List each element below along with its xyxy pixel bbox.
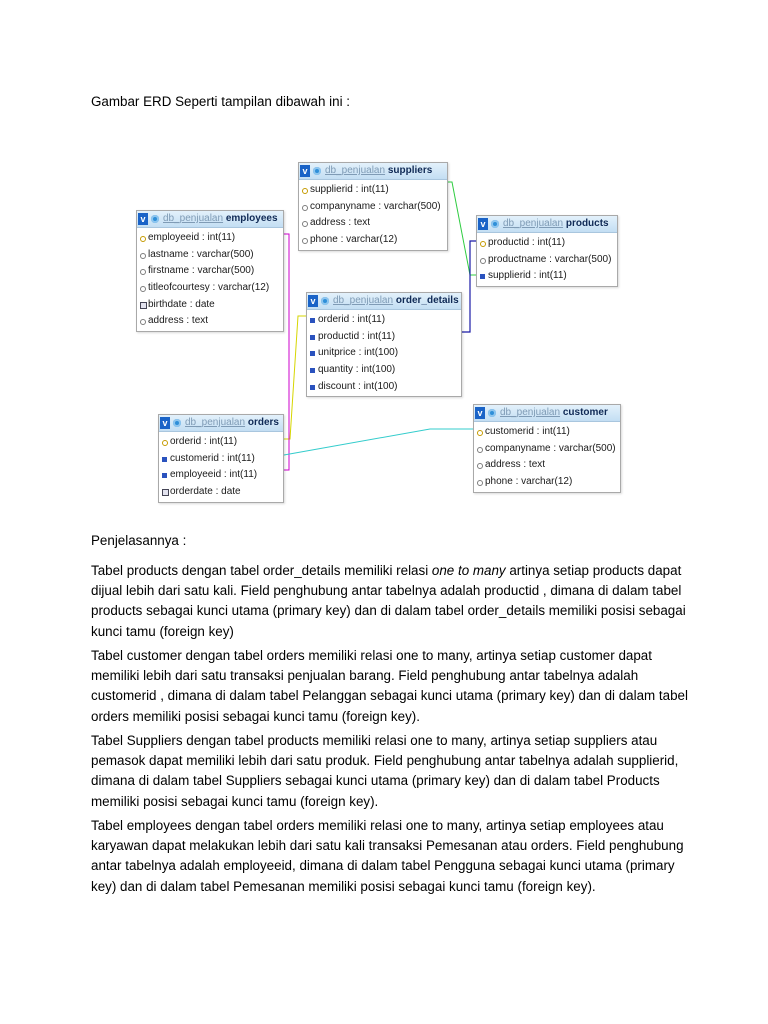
erd-diagram: [130, 155, 630, 505]
numeric-field-icon: [162, 457, 167, 462]
field-label: supplierid : int(11): [488, 270, 567, 282]
numeric-field-icon: [480, 274, 485, 279]
db-name-link[interactable]: db_penjualan: [500, 407, 561, 418]
field-row[interactable]: [159, 451, 283, 468]
gear-icon: [321, 297, 329, 305]
field-label: employeeid : int(11): [148, 232, 236, 243]
primary-key-icon: [302, 188, 308, 194]
chevron-down-icon[interactable]: v: [475, 407, 485, 419]
field-label: customerid : int(11): [170, 452, 255, 464]
paragraph-text: Tabel products dengan tabel order_details memiliki relasi: [91, 563, 432, 578]
table-order-details[interactable]: [306, 292, 462, 397]
table-name: suppliers: [387, 165, 433, 176]
field-label: productname : varchar(500): [488, 253, 612, 265]
table-orders-fields: [159, 432, 283, 502]
numeric-field-icon: [162, 473, 167, 478]
table-products-header[interactable]: [477, 216, 617, 233]
primary-key-icon: [477, 430, 483, 436]
paragraph-suppliers-products: [91, 731, 691, 812]
field-row[interactable]: [307, 362, 461, 379]
explanation-heading: Penjelasannya :: [91, 533, 187, 548]
paragraph-employees-orders: [91, 816, 691, 897]
table-products-fields: [477, 233, 617, 286]
db-name-link[interactable]: db_penjualan: [185, 417, 246, 428]
field-row[interactable]: [137, 247, 283, 264]
table-orders[interactable]: [158, 414, 284, 503]
primary-key-icon: [162, 440, 168, 446]
field-row[interactable]: [477, 235, 617, 252]
field-row[interactable]: [299, 199, 447, 216]
field-row[interactable]: [474, 424, 620, 441]
text-field-icon: [480, 258, 486, 264]
text-field-icon: [140, 286, 146, 292]
table-name: orders: [247, 417, 279, 428]
field-label: lastname : varchar(500): [148, 248, 254, 260]
field-label: quantity : int(100): [318, 364, 396, 376]
numeric-field-icon: [310, 385, 315, 390]
date-field-icon: [162, 489, 169, 496]
field-row[interactable]: [137, 230, 283, 247]
text-field-icon: [302, 205, 308, 211]
text-field-icon: [302, 238, 308, 244]
db-name-link[interactable]: db_penjualan: [325, 165, 386, 176]
chevron-down-icon[interactable]: v: [138, 213, 148, 225]
chevron-down-icon[interactable]: v: [160, 417, 170, 429]
table-customer-header[interactable]: [474, 405, 620, 422]
field-row[interactable]: [477, 268, 617, 285]
table-products[interactable]: [476, 215, 618, 287]
relation-suppliers-products: [444, 182, 478, 275]
field-row[interactable]: [299, 232, 447, 249]
chevron-down-icon[interactable]: v: [300, 165, 310, 177]
text-field-icon: [477, 447, 483, 453]
table-suppliers-fields: [299, 180, 447, 250]
table-order-details-fields: [307, 310, 461, 396]
table-name: products: [565, 218, 609, 229]
field-row[interactable]: [307, 312, 461, 329]
field-row[interactable]: [307, 329, 461, 346]
field-label: supplierid : int(11): [310, 184, 389, 195]
db-name-link[interactable]: db_penjualan: [163, 213, 224, 224]
relation-customer-orders: [284, 429, 474, 455]
primary-key-icon: [480, 241, 486, 247]
field-label: phone : varchar(12): [485, 476, 573, 488]
paragraph-text: Tabel customer dengan tabel orders memiliki relasi one to many, artinya setiap customer dapat memiliki lebih dari satu transaksi penjualan barang. Field penghubung antar tabelnya adalah customerid , dimana di dalam tabel Pelanggan sebagai kunci utama (primary key) dan di dalam tabel orders memiliki posisi sebagai kunci tamu (foreign key).: [91, 648, 688, 724]
paragraph-products-order-details: [91, 561, 691, 642]
paragraph-text: Tabel Suppliers dengan tabel products memiliki relasi one to many, artinya setiap suppliers atau pemasok dapat memiliki lebih dari satu produk. Field penghubung antar tabelnya adalah supplierid, dimana di dalam tabel Suppliers sebagai kunci utama (primary key) dan di dalam tabel Products memiliki posisi sebagai kunci tamu (foreign key).: [91, 733, 679, 809]
text-field-icon: [140, 319, 146, 325]
field-row[interactable]: [474, 474, 620, 491]
gear-icon: [313, 167, 321, 175]
paragraph-text: artinya setiap products dapat dijual lebih dari satu kali. Field penghubung antar tabelnya adalah productid , dimana di dalam tabel products sebagai kunci utama (primary key) dan di dalam tabel order_details memiliki posisi sebagai kunci tamu (foreign key): [91, 563, 686, 639]
gear-icon: [151, 215, 159, 223]
field-row[interactable]: [299, 215, 447, 232]
field-row[interactable]: [137, 313, 283, 330]
text-field-icon: [140, 253, 146, 259]
field-label: orderid : int(11): [318, 314, 386, 325]
field-label: address : text: [310, 217, 371, 229]
text-field-icon: [477, 480, 483, 486]
text-field-icon: [140, 269, 146, 275]
numeric-field-icon: [310, 368, 315, 373]
field-row[interactable]: [477, 252, 617, 269]
field-label: orderdate : date: [170, 486, 241, 498]
field-label: discount : int(100): [318, 380, 398, 392]
field-row[interactable]: [137, 280, 283, 297]
field-label: companyname : varchar(500): [485, 442, 616, 454]
field-label: phone : varchar(12): [310, 234, 398, 246]
table-name: customer: [562, 407, 608, 418]
numeric-field-icon: [310, 351, 315, 356]
text-field-icon: [302, 221, 308, 227]
chevron-down-icon[interactable]: v: [478, 218, 488, 230]
field-label: firstname : varchar(500): [148, 265, 255, 277]
table-employees[interactable]: [136, 210, 284, 332]
db-name-link[interactable]: db_penjualan: [503, 218, 564, 229]
paragraph-customer-orders: [91, 646, 691, 727]
field-label: address : text: [148, 315, 209, 327]
db-name-link[interactable]: db_penjualan: [333, 295, 394, 306]
table-employees-fields: [137, 228, 283, 331]
field-row[interactable]: [474, 457, 620, 474]
field-row[interactable]: [137, 263, 283, 280]
table-customer[interactable]: [473, 404, 621, 493]
paragraph-emphasis: one to many: [431, 563, 506, 578]
field-row[interactable]: [307, 345, 461, 362]
field-label: address : text: [485, 459, 546, 471]
field-row[interactable]: [474, 441, 620, 458]
field-row[interactable]: [159, 467, 283, 484]
table-name: order_details: [395, 295, 459, 306]
numeric-field-icon: [310, 318, 315, 323]
numeric-field-icon: [310, 335, 315, 340]
field-label: birthdate : date: [148, 298, 215, 310]
field-label: customerid : int(11): [485, 426, 570, 437]
field-label: productid : int(11): [488, 237, 566, 248]
gear-icon: [491, 220, 499, 228]
field-label: productid : int(11): [318, 330, 396, 342]
table-name: employees: [225, 213, 278, 224]
field-label: unitprice : int(100): [318, 347, 399, 359]
field-row[interactable]: [299, 182, 447, 199]
field-label: companyname : varchar(500): [310, 200, 441, 212]
table-orders-header[interactable]: [159, 415, 283, 432]
table-order-details-header[interactable]: [307, 293, 461, 310]
table-suppliers[interactable]: [298, 162, 448, 251]
field-label: employeeid : int(11): [170, 469, 258, 481]
table-employees-header[interactable]: [137, 211, 283, 228]
intro-text: Gambar ERD Seperti tampilan dibawah ini :: [91, 94, 351, 109]
date-field-icon: [140, 302, 147, 309]
primary-key-icon: [140, 236, 146, 242]
field-label: orderid : int(11): [170, 436, 238, 447]
table-customer-fields: [474, 422, 620, 492]
relation-order-details-orders: [284, 316, 306, 439]
field-row[interactable]: [137, 297, 283, 314]
field-label: titleofcourtesy : varchar(12): [148, 282, 270, 294]
text-field-icon: [477, 463, 483, 469]
paragraph-text: Tabel employees dengan tabel orders memiliki relasi one to many, artinya setiap employees atau karyawan dapat melakukan lebih dari satu kali transaksi Pemesanan atau orders. Field penghubung antar tabelnya adalah employeeid, dimana di dalam tabel Pengguna sebagai kunci utama (primary key) dan di dalam tabel Pemesanan memiliki posisi sebagai kunci tamu (foreign key).: [91, 818, 684, 894]
table-suppliers-header[interactable]: [299, 163, 447, 180]
chevron-down-icon[interactable]: v: [308, 295, 318, 307]
field-row[interactable]: [307, 379, 461, 396]
field-row[interactable]: [159, 484, 283, 501]
field-row[interactable]: [159, 434, 283, 451]
gear-icon: [488, 409, 496, 417]
gear-icon: [173, 419, 181, 427]
